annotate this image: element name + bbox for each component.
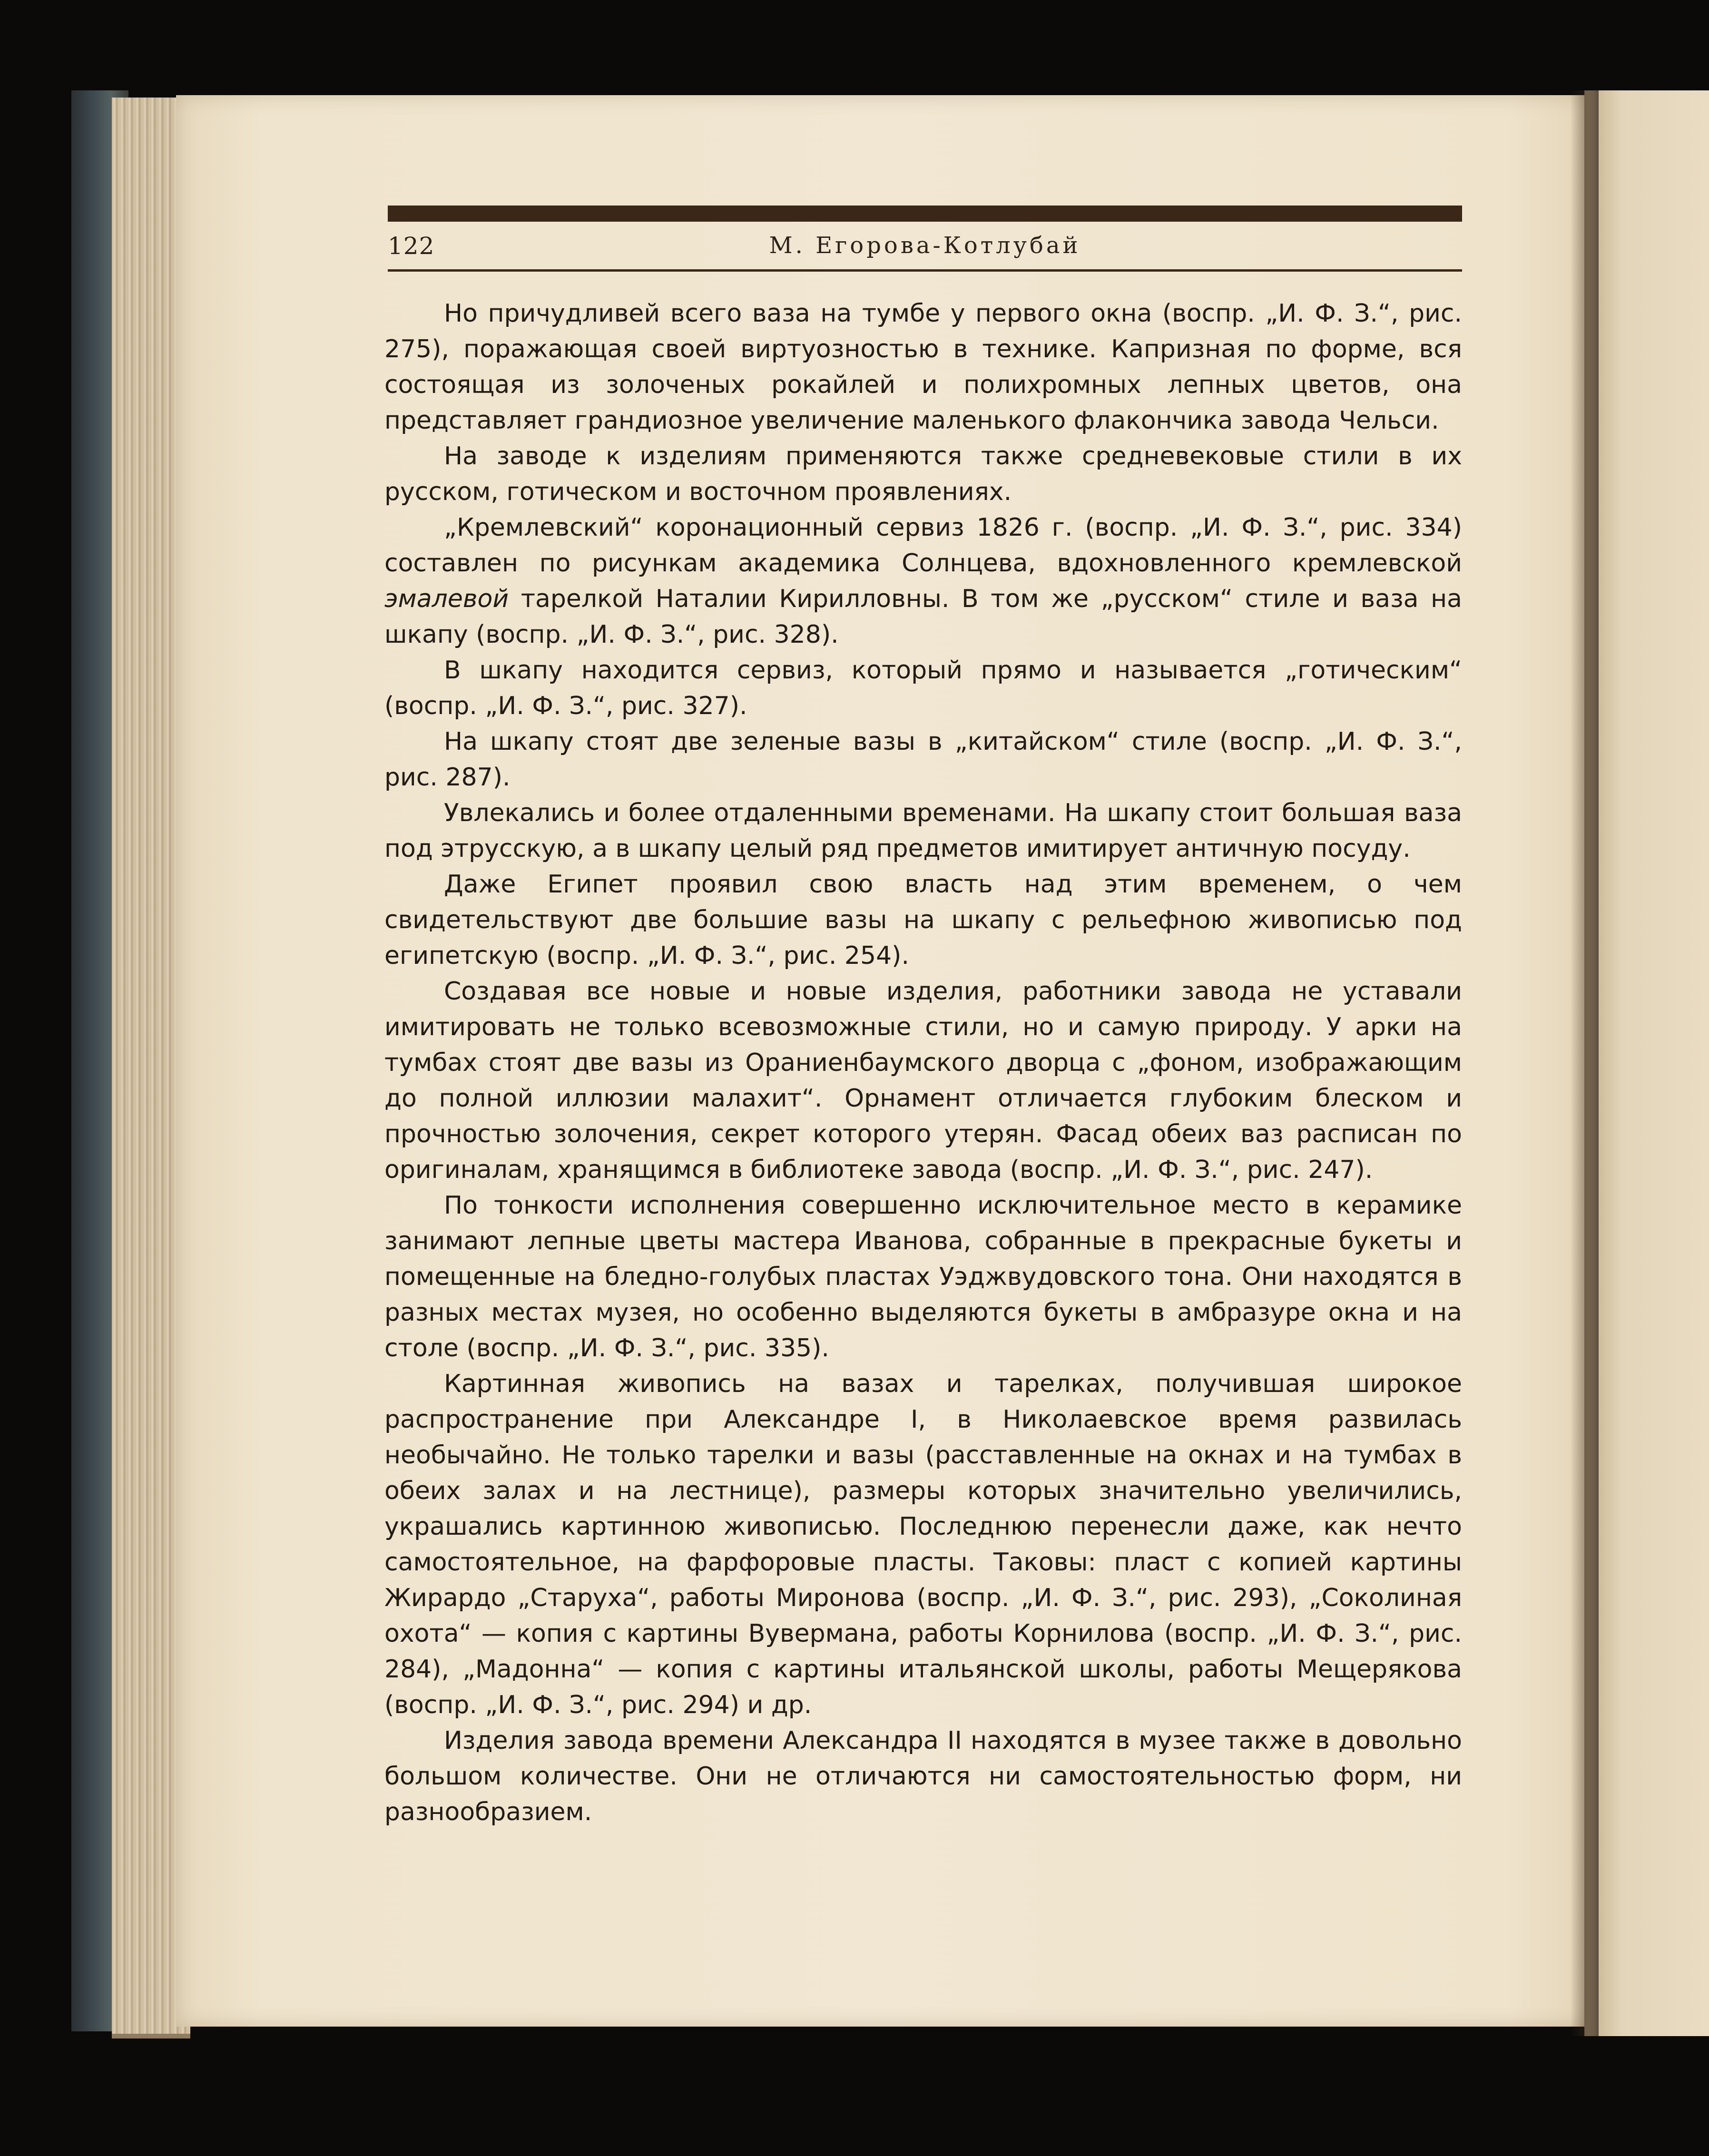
page-number: 122 [388,232,435,260]
paragraph: По тонкости исполнения совершенно исключительное место в керамике занимают лепные цветы мастера Иванова, собранные в прекрасные букеты и помещенные на бледно-голубых пластах Уэджвудовского тона. Они находятся в разных местах музея, но особенно выделяются букеты в амбразуре окна и на столе (воспр. „И. Ф. З.“, рис. 335). [384,1191,1462,1362]
paragraph: Но причудливей всего ваза на тумбе у первого окна (воспр. „И. Ф. З.“, рис. 275), поражающая своей виртуозностью в технике. Капризная по форме, вся состоящая из золоченых рокайлей и полихромных лепных цветов, она представляет грандиозное увеличение маленького флакончика завода Чельси. [384,299,1462,435]
paragraph: На заводе к изделиям применяются также средневековые стили в их русском, готическом и восточном проявлениях. [384,442,1462,506]
paragraph: В шкапу находится сервиз, который прямо и называется „готическим“ (воспр. „И. Ф. З.“, рис. 327). [384,656,1462,720]
paragraph: Картинная живопись на вазах и тарелках, получившая широкое распространение при Александре I, в Николаевское время развилась необычайно. Не только тарелки и вазы (расставленные на окнах и на тумбах в обеих залах и на лестнице), размеры которых значительно увеличились, украшались картинною живописью. Последнюю перенесли даже, как нечто самостоятельное, на фарфоровые пласты. Таковы: пласт с копией картины Жирардо „Старуха“, работы Миронова (воспр. „И. Ф. З.“, рис. 293), „Соколиная охота“ — копия с картины Вувермана, работы Корнилова (воспр. „И. Ф. З.“, рис. 284), „Мадонна“ — копия с картины итальянской школы, работы Мещерякова (воспр. „И. Ф. З.“, рис. 294) и др. [384,1370,1462,1719]
paragraph: Создавая все новые и новые изделия, работники завода не уставали имитировать не только всевозможные стили, но и самую природу. У арки на тумбах стоят две вазы из Ораниенбаумского дворца с „фоном, изображающим до полной иллюзии малахит“. Орнамент отличается глубоким блеском и прочностью золочения, секрет которого утерян. Фасад обеих ваз расписан по оригиналам, хранящимся в библиотеке завода (воспр. „И. Ф. З.“, рис. 247). [384,977,1462,1184]
paragraph: Даже Египет проявил свою власть над этим временем, о чем свидетельствуют две большие вазы на шкапу с рельефною живописью под египетскую (воспр. „И. Ф. З.“, рис. 254). [384,870,1462,970]
paragraph: На шкапу стоят две зеленые вазы в „китайском“ стиле (воспр. „И. Ф. З.“, рис. 287). [384,727,1462,792]
italic-word: эмалевой [384,585,509,613]
header-bar [388,206,1462,222]
gutter-shadow [1570,90,1599,2036]
paragraph-text: „Кремлевский“ коронационный сервиз 1826 г. (воспр. „И. Ф. З.“, рис. 334) составлен по рисункам академика Солнцева, вдохновленного кремлевской [384,513,1462,578]
body-text [384,296,1462,1830]
header-rule [388,269,1462,272]
paragraph: Увлекались и более отдаленными временами. На шкапу стоит большая ваза под этрусскую, а в шкапу целый ряд предметов имитирует античную посуду. [384,799,1462,863]
facing-page [1584,90,1709,2036]
running-head: М. Егорова-Котлубай [769,232,1081,259]
paragraph-text: тарелкой Наталии Кирилловны. В том же „русском“ стиле и ваза на шкапу (воспр. „И. Ф. З.“, рис. 328). [384,585,1462,649]
paragraph: Изделия завода времени Александра II находятся в музее также в довольно большом количестве. Они не отличаются ни самостоятельностью форм, ни разнообразием. [384,1726,1462,1826]
page-header [388,227,1462,270]
paragraph [384,510,1462,653]
